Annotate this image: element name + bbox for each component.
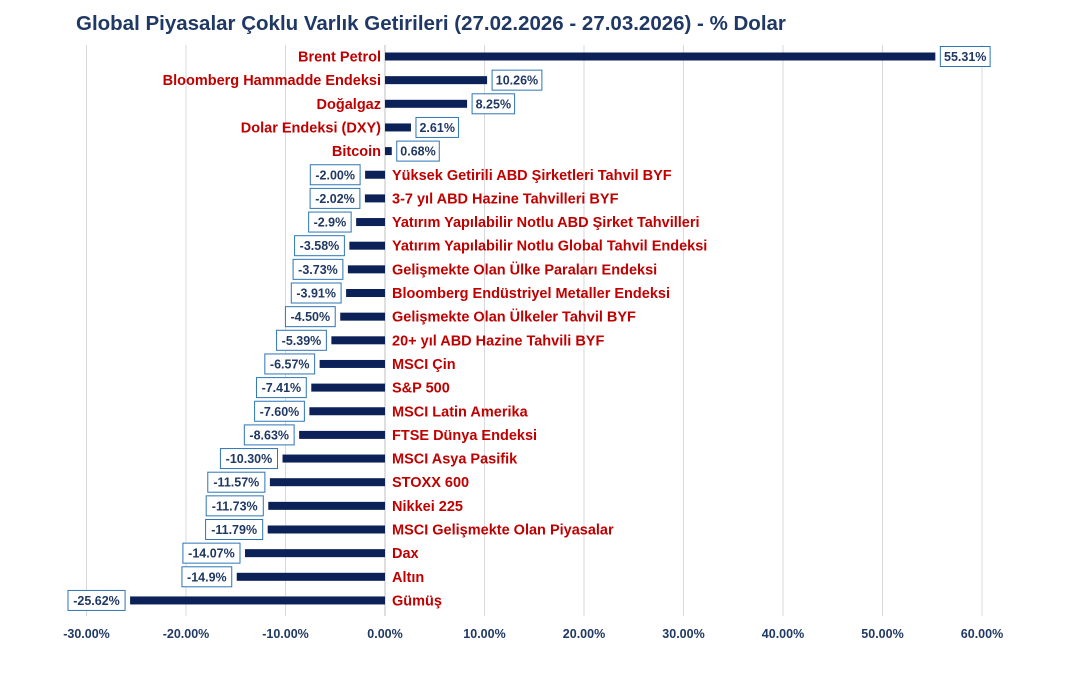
category-label: 20+ yıl ABD Hazine Tahvili BYF xyxy=(392,333,605,350)
data-label-text: -11.73% xyxy=(211,499,258,514)
data-label-text: -2.02% xyxy=(315,191,355,206)
category-label: Brent Petrol xyxy=(298,49,381,66)
data-label xyxy=(397,141,440,161)
data-label xyxy=(291,283,341,303)
x-tick-label: -20.00% xyxy=(162,627,210,641)
category-label: Nikkei 225 xyxy=(392,498,463,515)
bar xyxy=(356,218,385,226)
data-label-text: -11.57% xyxy=(213,475,260,490)
data-label-text: -14.9% xyxy=(187,570,227,585)
category-label: Bloomberg Endüstriyel Metaller Endeksi xyxy=(392,286,670,302)
bar xyxy=(311,384,385,392)
data-label-text: -11.79% xyxy=(211,523,258,537)
data-label-text: 55.31% xyxy=(944,50,987,64)
data-label-text: -3.73% xyxy=(298,262,338,277)
x-tick-label: 30.00% xyxy=(662,627,705,641)
category-label: Gelişmekte Olan Ülkeler Tahvil BYF xyxy=(392,309,636,326)
data-label xyxy=(256,378,306,398)
bar xyxy=(385,53,935,61)
data-label-text: -7.60% xyxy=(259,404,300,419)
category-label: Altın xyxy=(392,569,425,586)
bar xyxy=(130,596,385,604)
data-label-text: 2.61% xyxy=(419,120,455,135)
category-label: FTSE Dünya Endeksi xyxy=(392,427,538,444)
data-label xyxy=(285,307,335,327)
data-label-text: -25.62% xyxy=(73,593,120,608)
data-label-text: -7.41% xyxy=(261,381,302,396)
category-label: Doğalgaz xyxy=(316,96,381,113)
data-label-text: 10.26% xyxy=(495,73,539,88)
category-label: MSCI Gelişmekte Olan Piyasalar xyxy=(392,522,614,539)
bar xyxy=(385,123,411,131)
bar xyxy=(309,407,385,415)
bar xyxy=(385,100,467,108)
category-label: Yüksek Getirili ABD Şirketleri Tahvil BYF xyxy=(392,167,672,184)
x-tick-label: -10.00% xyxy=(262,627,309,641)
bar xyxy=(268,526,385,534)
data-label-text: -6.57% xyxy=(269,357,310,372)
x-tick-label: 0.00% xyxy=(367,627,403,641)
data-label xyxy=(309,212,352,232)
data-label-text: -14.07% xyxy=(188,546,235,561)
bar xyxy=(245,549,385,557)
bar xyxy=(237,573,385,581)
category-label: S&P 500 xyxy=(392,380,450,397)
x-tick-label: 10.00% xyxy=(463,627,506,641)
x-tick-label: 60.00% xyxy=(960,627,1004,641)
data-label xyxy=(206,496,263,516)
data-label xyxy=(206,520,263,540)
bar xyxy=(283,455,385,463)
data-label xyxy=(183,543,240,563)
bar xyxy=(385,76,487,84)
bar xyxy=(320,360,385,368)
data-label xyxy=(182,567,232,587)
category-label: Bitcoin xyxy=(331,144,381,161)
category-label: Dax xyxy=(392,546,419,563)
x-tick-label: 50.00% xyxy=(861,627,904,641)
bar xyxy=(340,313,385,321)
category-label: MSCI Latin Amerika xyxy=(392,404,528,421)
bar xyxy=(299,431,385,439)
category-label: 3-7 yıl ABD Hazine Tahvilleri BYF xyxy=(392,191,619,208)
x-tick-label: 20.00% xyxy=(562,627,606,641)
data-label xyxy=(295,236,345,256)
category-label: MSCI Asya Pasifik xyxy=(392,451,518,468)
data-label-text: -2.9% xyxy=(313,215,347,230)
bar xyxy=(346,289,385,297)
category-label: Gümüş xyxy=(392,593,442,610)
data-label xyxy=(208,472,265,492)
bar xyxy=(268,502,385,510)
data-label xyxy=(265,354,315,374)
bar xyxy=(331,336,385,344)
data-label-text: -3.91% xyxy=(296,286,337,301)
data-label xyxy=(68,590,125,610)
bar xyxy=(349,242,385,250)
bar xyxy=(348,265,385,273)
data-label-text: -10.30% xyxy=(225,452,273,467)
data-label-text: -5.39% xyxy=(281,333,322,348)
chart-title: Global Piyasalar Çoklu Varlık Getirileri (27.02.2026 - 27.03.2026) - % Dolar xyxy=(76,12,786,35)
bar xyxy=(270,478,385,486)
data-label xyxy=(244,425,294,445)
data-label xyxy=(940,47,990,67)
data-label-text: -4.50% xyxy=(290,310,331,325)
data-label xyxy=(293,259,343,279)
category-label: STOXX 600 xyxy=(392,475,470,492)
data-label xyxy=(310,165,360,185)
category-label: Yatırım Yapılabilir Notlu Global Tahvil Endeksi xyxy=(392,238,708,255)
data-label-text: -8.63% xyxy=(249,428,290,443)
data-label xyxy=(492,70,542,90)
data-label xyxy=(277,330,327,350)
data-label xyxy=(220,449,277,469)
data-label xyxy=(472,94,515,114)
category-label: Gelişmekte Olan Ülke Paraları Endeksi xyxy=(392,262,658,279)
bar xyxy=(365,171,385,179)
data-label-text: 8.25% xyxy=(475,97,512,112)
data-label-text: -2.00% xyxy=(315,168,356,183)
bar xyxy=(385,147,392,155)
category-label: Dolar Endeksi (DXY) xyxy=(240,120,381,137)
x-axis-tick-labels xyxy=(63,627,1003,641)
category-label: MSCI Çin xyxy=(392,356,456,373)
data-label-text: -3.58% xyxy=(299,239,340,254)
data-label xyxy=(416,117,459,137)
x-tick-label: 40.00% xyxy=(761,627,805,641)
data-label-text: 0.68% xyxy=(400,144,436,159)
bar xyxy=(365,194,385,202)
data-label xyxy=(310,188,360,208)
data-label xyxy=(255,401,305,421)
category-label: Bloomberg Hammadde Endeksi xyxy=(162,73,381,90)
category-label: Yatırım Yapılabilir Notlu ABD Şirket Tahvilleri xyxy=(392,215,700,232)
x-tick-label: -30.00% xyxy=(63,627,110,641)
